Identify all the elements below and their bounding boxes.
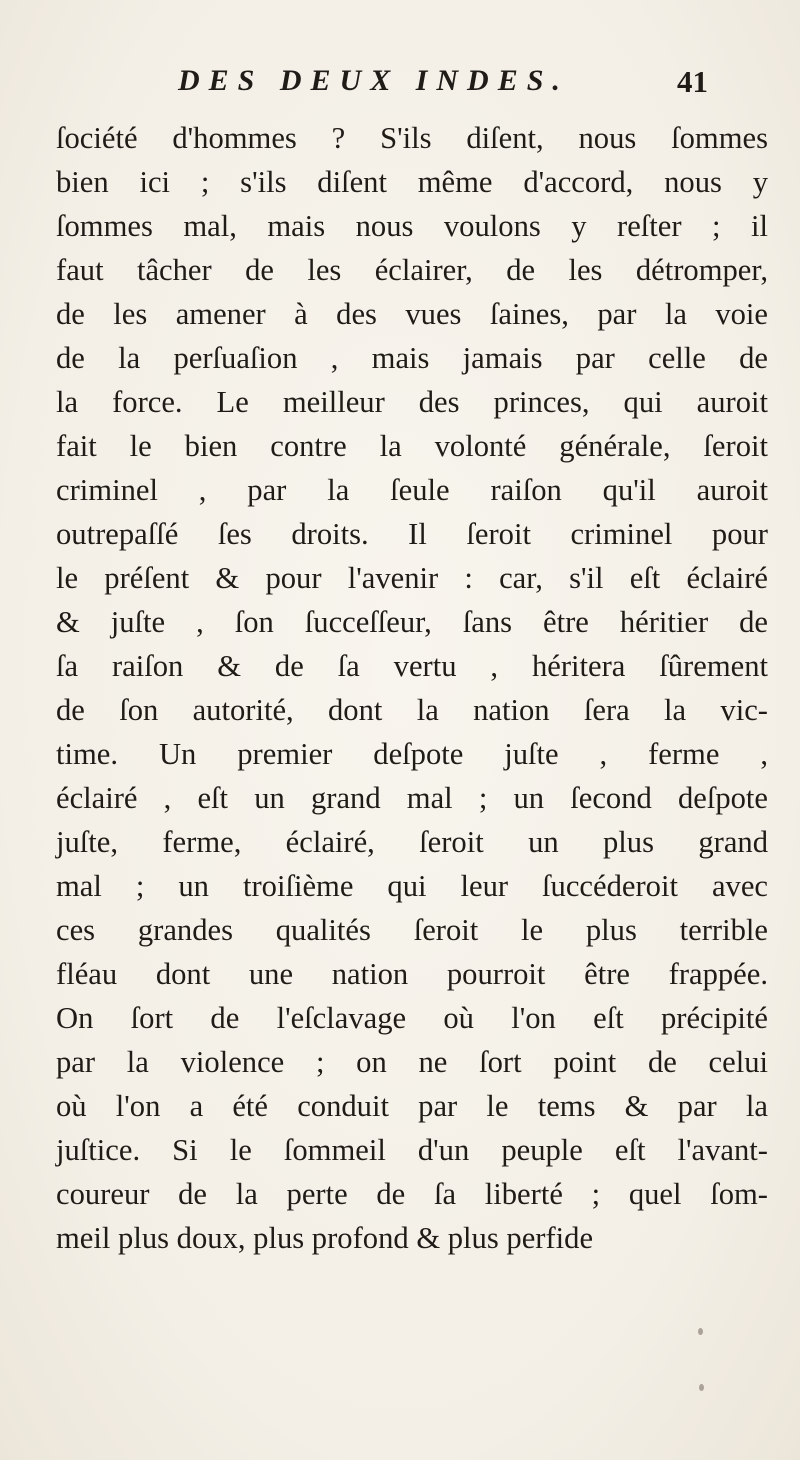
- text-line: coureur de la perte de ſa liberté ; quel ſom-: [56, 1177, 768, 1211]
- text-line: fait le bien contre la volonté générale, ſeroit: [56, 429, 768, 463]
- text-line: ſommes mal, mais nous voulons y reſter ; il: [56, 209, 768, 243]
- text-line: juſtice. Si le ſommeil d'un peuple eſt l'avant-: [56, 1133, 768, 1167]
- text-line: ſa raiſon & de ſa vertu , héritera ſûrement: [56, 649, 768, 683]
- text-line: mal ; un troiſième qui leur ſuccéderoit avec: [56, 869, 768, 903]
- text-line: éclairé , eſt un grand mal ; un ſecond deſpote: [56, 781, 768, 815]
- text-line: de la perſuaſion , mais jamais par celle de: [56, 341, 768, 375]
- text-line: outrepaſſé ſes droits. Il ſeroit criminel pour: [56, 517, 768, 551]
- text-line: time. Un premier deſpote juſte , ferme ,: [56, 737, 768, 771]
- text-line: de ſon autorité, dont la nation ſera la vic-: [56, 693, 768, 727]
- text-line: la force. Le meilleur des princes, qui auroit: [56, 385, 768, 419]
- text-line: ces grandes qualités ſeroit le plus terrible: [56, 913, 768, 947]
- text-line: ſociété d'hommes ? S'ils diſent, nous ſommes: [56, 121, 768, 155]
- text-line: meil plus doux, plus profond & plus perfide: [56, 1221, 594, 1255]
- text-line: & juſte , ſon ſucceſſeur, ſans être héritier de: [56, 605, 768, 639]
- paper-speck: [698, 1328, 703, 1335]
- text-line: le préſent & pour l'avenir : car, s'il eſt éclairé: [56, 561, 768, 595]
- text-line: de les amener à des vues ſaines, par la voie: [56, 297, 768, 331]
- text-line: faut tâcher de les éclairer, de les détromper,: [56, 253, 768, 287]
- text-line: où l'on a été conduit par le tems & par la: [56, 1089, 768, 1123]
- text-line: On ſort de l'eſclavage où l'on eſt précipité: [56, 1001, 768, 1035]
- page-number: 41: [677, 64, 708, 99]
- text-line: bien ici ; s'ils diſent même d'accord, nous y: [56, 165, 768, 199]
- text-line: fléau dont une nation pourroit être frappée.: [56, 957, 768, 991]
- text-line: criminel , par la ſeule raiſon qu'il auroit: [56, 473, 768, 507]
- paper-speck: [699, 1384, 704, 1391]
- text-line: juſte, ferme, éclairé, ſeroit un plus grand: [56, 825, 768, 859]
- text-line: par la violence ; on ne ſort point de celui: [56, 1045, 768, 1079]
- running-title: DES DEUX INDES.: [178, 64, 569, 97]
